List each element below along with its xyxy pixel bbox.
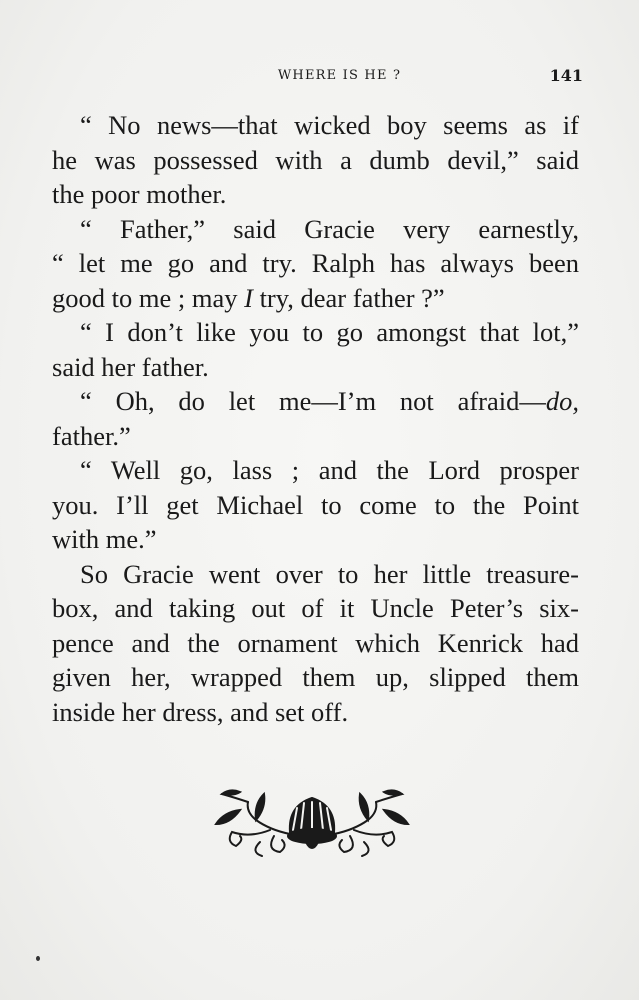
text-line: you. I’ll get Michael to come to the Point <box>52 489 579 520</box>
text-line: said her father. <box>52 351 209 382</box>
paragraph <box>52 453 579 557</box>
text-line: given her, wrapped them up, slipped them <box>52 662 579 692</box>
text-line: father.” <box>52 420 131 451</box>
text-line: with me.” <box>52 524 157 554</box>
paragraph <box>52 315 579 384</box>
paragraph <box>52 384 579 453</box>
page-number: 141 <box>549 66 583 85</box>
shell-and-foliage-tailpiece-icon <box>210 780 415 858</box>
text-line: “ Well go, lass ; and the Lord prosper <box>80 455 579 485</box>
running-head <box>0 66 639 90</box>
chapter-running-title: WHERE IS HE ? <box>277 68 402 83</box>
text-line: “ Father,” said Gracie very earnestly, <box>80 213 579 244</box>
paragraph <box>52 557 579 730</box>
text-line: “ let me go and try. Ralph has always been <box>52 248 579 278</box>
text-line: pence and the ornament which Kenrick had <box>52 627 579 658</box>
text-line: “ Oh, do let me—I’m not afraid—do, <box>80 386 579 416</box>
text-line: box, and taking out of it Uncle Peter’s six- <box>52 593 579 623</box>
print-speck <box>36 956 40 961</box>
paragraph <box>52 212 579 316</box>
text-line: inside her dress, and set off. <box>52 696 349 727</box>
text-line: he was possessed with a dumb devil,” said <box>52 144 579 175</box>
text-line: good to me ; may I try, dear father ?” <box>52 282 445 313</box>
text-line: “ I don’t like you to go amongst that lot,” <box>80 317 579 347</box>
text-line: the poor mother. <box>52 179 227 209</box>
text-line: “ No news—that wicked boy seems as if <box>80 110 579 140</box>
paragraph <box>52 108 579 212</box>
body-text <box>52 108 579 729</box>
text-line: So Gracie went over to her little treasure- <box>80 558 579 589</box>
